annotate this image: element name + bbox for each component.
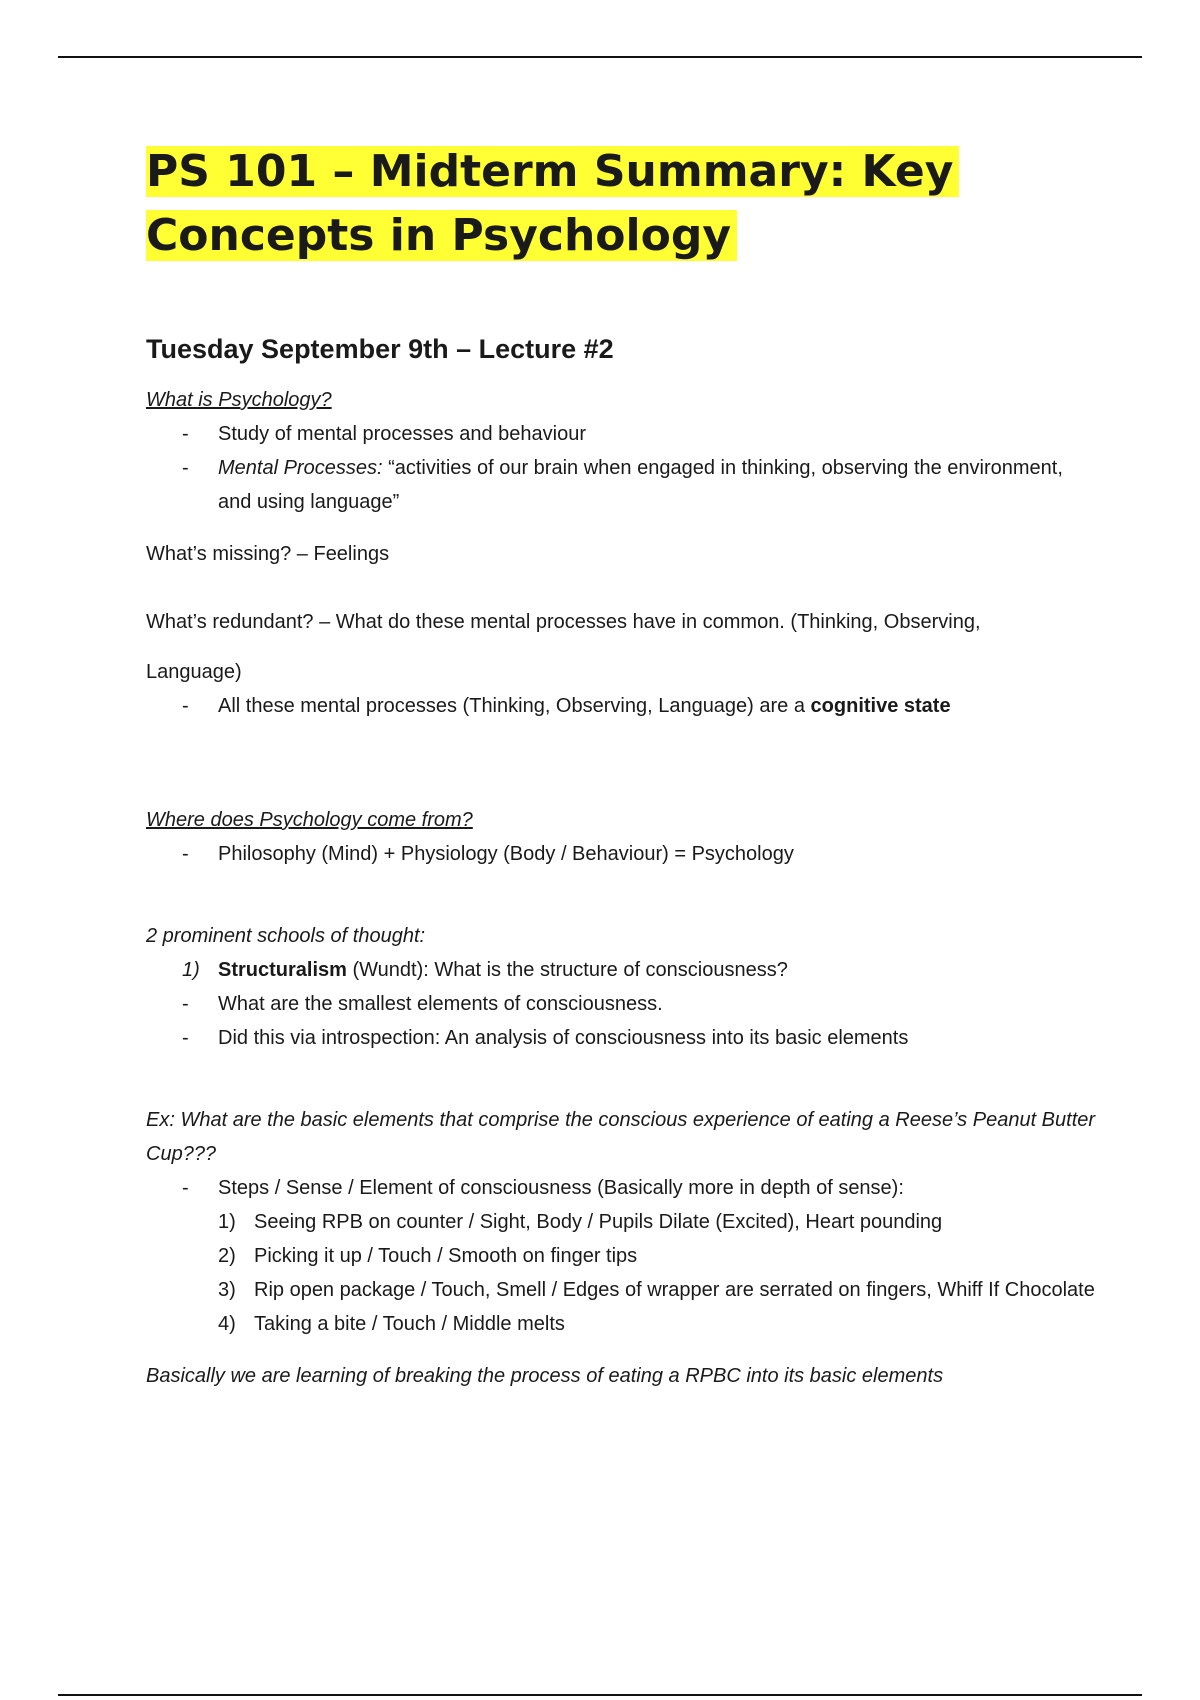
list-item <box>146 837 1096 871</box>
list-item-text: Philosophy (Mind) + Physiology (Body / Behaviour) = Psychology <box>218 843 794 865</box>
step-text: Seeing RPB on counter / Sight, Body / Pupils Dilate (Excited), Heart pounding <box>254 1211 943 1233</box>
section-heading-origin: Where does Psychology come from? <box>146 809 473 831</box>
list-item-text: Did this via introspection: An analysis of consciousness into its basic elements <box>218 1027 909 1049</box>
top-rule <box>58 56 1142 58</box>
title-line-1: PS 101 – Midterm Summary: Key <box>146 146 959 197</box>
number-marker: 1) <box>182 959 200 981</box>
dash-bullet: - <box>182 843 189 865</box>
step-item <box>146 1273 1096 1307</box>
dash-bullet: - <box>182 457 189 479</box>
list-item <box>146 1171 1096 1205</box>
what-is-list <box>146 417 1096 519</box>
lecture-heading: Tuesday September 9th – Lecture #2 <box>146 334 614 364</box>
step-number: 1) <box>218 1211 236 1233</box>
bold-term: Structuralism <box>218 959 347 981</box>
step-text: Rip open package / Touch, Smell / Edges of wrapper are serrated on fingers, Whiff If Chocolate <box>254 1279 1095 1301</box>
dash-bullet: - <box>182 1177 189 1199</box>
list-item-text: What are the smallest elements of consciousness. <box>218 993 663 1015</box>
example-question: Ex: What are the basic elements that comprise the conscious experience of eating a Reese’s Peanut Butter Cup??? <box>146 1109 1096 1165</box>
document-body <box>146 140 1096 1393</box>
cognitive-list <box>146 689 1096 723</box>
list-item <box>146 417 1096 451</box>
list-item <box>146 689 1096 723</box>
bottom-rule <box>58 1694 1142 1696</box>
dash-bullet: - <box>182 1027 189 1049</box>
list-item <box>146 953 1096 987</box>
title-line-2: Concepts in Psychology <box>146 210 737 261</box>
list-item-text: (Wundt): What is the structure of consciousness? <box>346 959 788 981</box>
page-title <box>146 140 1096 268</box>
missing-line: What’s missing? – Feelings <box>146 543 390 565</box>
step-item <box>146 1307 1096 1341</box>
schools-heading: 2 prominent schools of thought: <box>146 925 426 947</box>
section-heading-what-is: What is Psychology? <box>146 389 332 411</box>
term-definition: “activities of our brain when engaged in thinking, observing the environment, and using language” <box>218 457 1063 513</box>
example-conclusion: Basically we are learning of breaking the process of eating a RPBC into its basic elements <box>146 1365 944 1387</box>
origin-list <box>146 837 1096 871</box>
list-item-text: Study of mental processes and behaviour <box>218 423 586 445</box>
list-item <box>146 451 1096 519</box>
list-item <box>146 1021 1096 1055</box>
list-item-text: All these mental processes (Thinking, Observing, Language) are a <box>218 695 811 717</box>
schools-list <box>146 953 1096 1055</box>
dash-bullet: - <box>182 993 189 1015</box>
redundant-line-1: What’s redundant? – What do these mental processes have in common. (Thinking, Observing, <box>146 611 981 633</box>
step-item <box>146 1239 1096 1273</box>
step-item <box>146 1205 1096 1239</box>
list-item-text: Steps / Sense / Element of consciousness (Basically more in depth of sense): <box>218 1177 904 1199</box>
redundant-line-2: Language) <box>146 661 242 683</box>
step-number: 4) <box>218 1313 236 1335</box>
list-item <box>146 987 1096 1021</box>
dash-bullet: - <box>182 423 189 445</box>
bold-term: cognitive state <box>810 695 951 717</box>
step-number: 3) <box>218 1279 236 1301</box>
steps-list <box>146 1171 1096 1341</box>
term-label: Mental Processes: <box>218 457 383 479</box>
step-text: Taking a bite / Touch / Middle melts <box>254 1313 565 1335</box>
dash-bullet: - <box>182 695 189 717</box>
step-number: 2) <box>218 1245 236 1267</box>
step-text: Picking it up / Touch / Smooth on finger tips <box>254 1245 638 1267</box>
